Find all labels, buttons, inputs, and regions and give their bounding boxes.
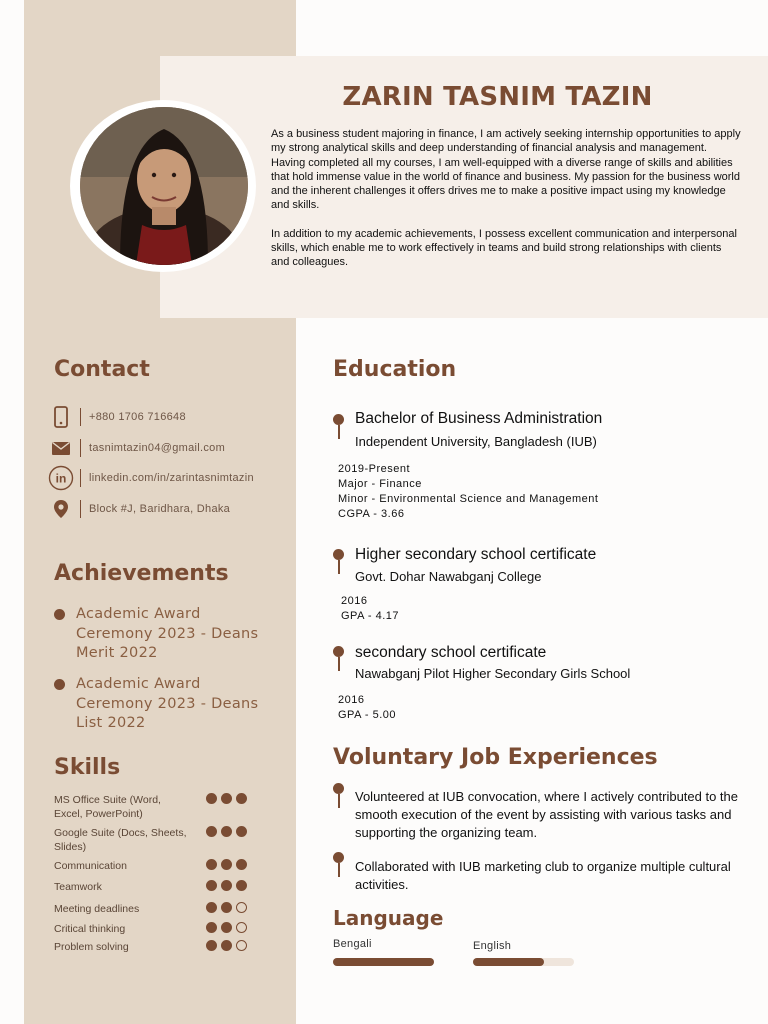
- skill-dot-filled: [206, 902, 217, 913]
- skill-row: [54, 793, 259, 821]
- contact-heading: Contact: [54, 357, 150, 382]
- institution-name: Nawabganj Pilot Higher Secondary Girls School: [355, 666, 631, 681]
- skill-label: Google Suite (Docs, Sheets, Slides): [54, 827, 187, 853]
- voluntary-item: Collaborated with IUB marketing club to organize multiple cultural activities.: [355, 859, 731, 892]
- skill-dot-filled: [236, 880, 247, 891]
- detail-line: Major - Finance: [338, 478, 422, 490]
- contact-separator: [80, 408, 81, 426]
- skill-dot-filled: [206, 880, 217, 891]
- skill-dot-filled: [206, 922, 217, 933]
- skill-label: Meeting deadlines: [54, 903, 140, 915]
- voluntary-heading: Voluntary Job Experiences: [333, 745, 658, 770]
- skill-row: [54, 922, 259, 936]
- skill-rating: [206, 940, 247, 951]
- skill-dot-filled: [236, 793, 247, 804]
- timeline-pin: [333, 783, 345, 808]
- detail-line: GPA - 5.00: [338, 709, 396, 721]
- language-bar-fill: [473, 958, 544, 966]
- skill-label: Teamwork: [54, 881, 102, 893]
- summary-paragraph-1: As a business student majoring in finance, I am actively seeking internship opportunities to apply my strong analytical skills and deep understanding of financial analysis and management. Having completed all my courses, I am well-equipped with a diverse range of skills and abilities that hold immense value in the world of finance and business. My passion for the business world and the inherent challenges it offers drives me to make a positive impact using my knowledge and skills.: [271, 128, 741, 212]
- skill-dot-filled: [236, 826, 247, 837]
- degree-title: Bachelor of Business Administration: [355, 410, 603, 427]
- skill-label: Critical thinking: [54, 923, 126, 935]
- skill-dot-filled: [221, 826, 232, 837]
- skill-dot-filled: [206, 793, 217, 804]
- timeline-pin: [333, 549, 345, 574]
- skill-dot-filled: [206, 826, 217, 837]
- education-details: [341, 594, 399, 624]
- education-details: [338, 693, 396, 723]
- skill-dot-filled: [221, 793, 232, 804]
- achievement-item: [54, 605, 274, 664]
- email-address[interactable]: tasnimtazin04@gmail.com: [89, 442, 226, 454]
- phone-number: +880 1706 716648: [89, 411, 186, 423]
- degree-title: Higher secondary school certificate: [355, 546, 597, 563]
- achievements-heading: Achievements: [54, 561, 229, 586]
- skill-rating: [206, 880, 247, 891]
- detail-line: CGPA - 3.66: [338, 508, 405, 520]
- language-bar: [473, 958, 574, 966]
- skill-rating: [206, 922, 247, 933]
- timeline-pin: [333, 852, 345, 877]
- address: Block #J, Baridhara, Dhaka: [89, 503, 231, 515]
- skill-dot-filled: [221, 880, 232, 891]
- contact-email: [48, 435, 225, 461]
- skills-heading: Skills: [54, 755, 121, 780]
- education-details: [338, 462, 598, 522]
- skill-row: [54, 880, 259, 894]
- skill-dot-filled: [206, 859, 217, 870]
- skill-row: [54, 826, 259, 854]
- degree-title: secondary school certificate: [355, 644, 547, 661]
- language-bar-fill: [333, 958, 434, 966]
- achievement-text: Academic Award Ceremony 2023 - Deans Merit 2022: [76, 606, 259, 661]
- skill-label: Communication: [54, 860, 127, 872]
- detail-line: GPA - 4.17: [341, 610, 399, 622]
- profile-photo: [80, 107, 248, 265]
- contact-phone: [48, 404, 186, 430]
- institution-name: Independent University, Bangladesh (IUB): [355, 434, 597, 449]
- detail-line: 2019-Present: [338, 463, 411, 475]
- detail-line: 2016: [341, 595, 368, 607]
- skill-rating: [206, 859, 247, 870]
- language-name: English: [473, 940, 512, 952]
- language-name: Bengali: [333, 938, 372, 950]
- timeline-pin: [333, 646, 345, 671]
- phone-icon: [48, 404, 74, 430]
- institution-name: Govt. Dohar Nawabganj College: [355, 569, 542, 584]
- contact-separator: [80, 500, 81, 518]
- skill-row: [54, 902, 259, 916]
- achievement-text: Academic Award Ceremony 2023 - Deans List 2022: [76, 676, 259, 731]
- contact-linkedin: [48, 465, 254, 491]
- language-bar: [333, 958, 434, 966]
- skill-dot-filled: [206, 940, 217, 951]
- email-icon: [48, 435, 74, 461]
- education-heading: Education: [333, 357, 457, 382]
- profile-summary: [271, 127, 741, 270]
- detail-line: 2016: [338, 694, 365, 706]
- linkedin-url[interactable]: linkedin.com/in/zarintasnimtazin: [89, 472, 254, 484]
- skill-rating: [206, 793, 247, 804]
- skill-dot-filled: [236, 859, 247, 870]
- skill-row: [54, 940, 259, 954]
- linkedin-icon: [48, 465, 74, 491]
- skill-label: Problem solving: [54, 941, 129, 953]
- bullet-dot: [54, 609, 65, 620]
- bullet-dot: [54, 679, 65, 690]
- achievement-item: [54, 675, 274, 734]
- linkedin-icon-glyph: in: [55, 471, 67, 486]
- skill-dot-empty: [236, 940, 247, 951]
- skill-dot-filled: [221, 859, 232, 870]
- contact-address: [48, 496, 230, 522]
- skill-rating: [206, 826, 247, 837]
- timeline-pin: [333, 414, 345, 439]
- skill-label: MS Office Suite (Word, Excel, PowerPoint): [54, 794, 161, 820]
- skill-dot-filled: [221, 902, 232, 913]
- skill-dot-filled: [221, 940, 232, 951]
- contact-separator: [80, 469, 81, 487]
- skill-dot-empty: [236, 902, 247, 913]
- voluntary-item: Volunteered at IUB convocation, where I actively contributed to the smooth execution of the event by assisting with various tasks and supporting the organizing team.: [355, 789, 739, 840]
- location-pin-icon: [48, 496, 74, 522]
- language-heading: Language: [333, 906, 444, 930]
- detail-line: Minor - Environmental Science and Management: [338, 493, 599, 505]
- candidate-name: ZARIN TASNIM TAZIN: [342, 82, 653, 112]
- contact-separator: [80, 439, 81, 457]
- skill-rating: [206, 902, 247, 913]
- skill-row: [54, 859, 259, 873]
- summary-paragraph-2: In addition to my academic achievements, I possess excellent communication and interpersonal skills, which enable me to work effectively in teams and build strong relationships with clients and colleagues.: [271, 227, 737, 269]
- skill-dot-empty: [236, 922, 247, 933]
- skill-dot-filled: [221, 922, 232, 933]
